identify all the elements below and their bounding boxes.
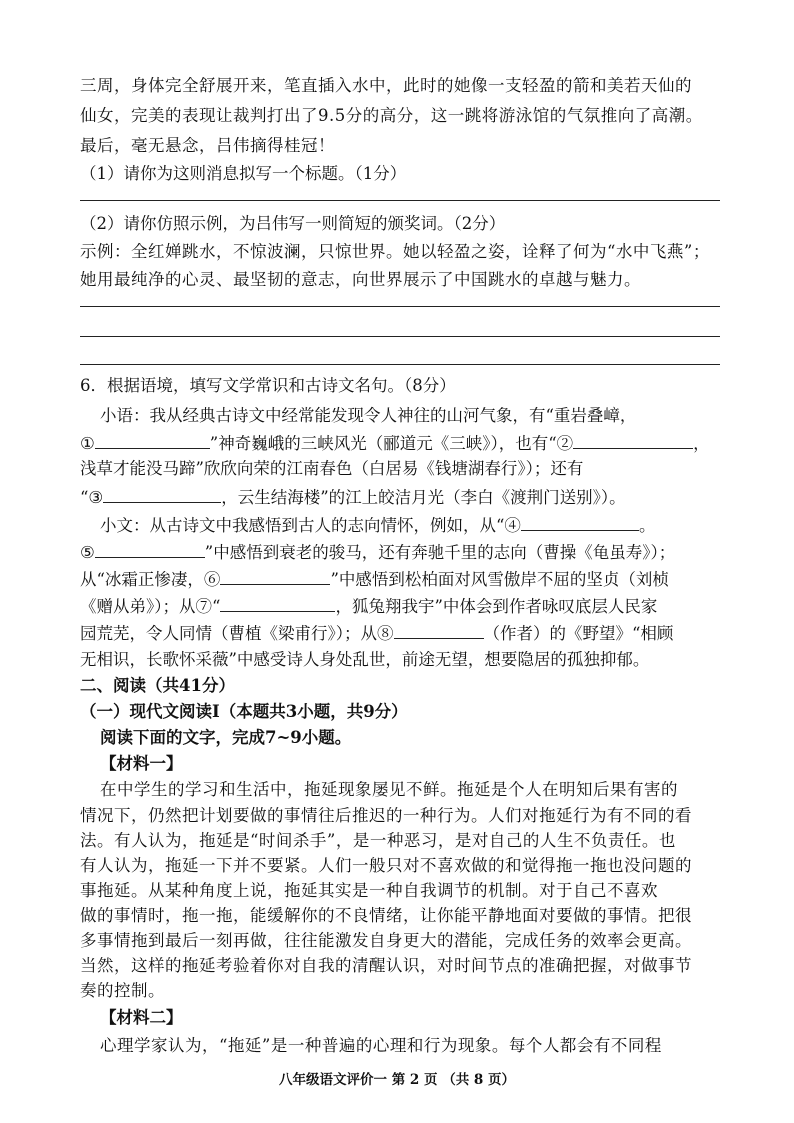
material-1-line: 情况下，仍然把计划要做的事情往后推迟的一种行为。人们对拖延行为有不同的看: [80, 806, 692, 825]
q6-line-5: [100, 512, 655, 538]
q6-line-6: [80, 539, 675, 565]
q6-line-9: [80, 620, 673, 646]
q6-blank-label: ①: [80, 434, 95, 453]
section-heading: 二、阅读（共41分）: [80, 676, 235, 695]
fill-blank-4[interactable]: [521, 512, 639, 531]
news-line-1: 三周，身体完全舒展开来，笔直插入水中，此时的她像一支轻盈的箭和美若天仙的: [80, 76, 692, 95]
fill-blank-8[interactable]: [394, 620, 484, 639]
q5-sub2: （2）请你仿照示例，为吕伟写一则简短的颁奖词。（2分）: [80, 214, 506, 233]
q6-text: （作者）的《野望》“相顾: [483, 624, 674, 643]
q5-sub1: （1）请你为这则消息拟写一个标题。（1分）: [80, 164, 407, 183]
material-1-line: 当然，这样的拖延考验着你对自我的清醒认识，对时间节点的准确把握，对做事节: [80, 956, 692, 975]
q6-text: ”神奇巍峨的三峡风光（郦道元《三峡》），也有“②: [209, 434, 574, 453]
answer-line: [80, 364, 720, 365]
q6-text: ，云生结海楼”的江上皎洁月光（李白《渡荆门送别》）。: [221, 488, 626, 507]
material-1-line: 法。有人认为，拖延是“时间杀手”，是一种恶习，是对自己的人生不负责任。也: [80, 831, 676, 850]
q6-line-8: [80, 593, 657, 619]
q6-text: ，狐兔翔我宇”中体会到作者咏叹底层人民家: [335, 597, 658, 616]
material-1-line: 事拖延。从某种角度上说，拖延其实是一种自我调节的机制。对于自己不喜欢: [80, 881, 658, 900]
q6-line-3: 浅草才能没马蹄”欣欣向荣的江南春色（白居易《钱塘湖春行》）；还有: [80, 459, 584, 478]
q5-example-line-2: 她用最纯净的心灵、最坚韧的意志，向世界展示了中国跳水的卓越与魅力。: [80, 270, 641, 289]
material-1-line: 在中学生的学习和生活中，拖延现象屡见不鲜。拖延是个人在明知后果有害的: [100, 780, 678, 799]
material-2-line: 心理学家认为，“拖延”是一种普遍的心理和行为现象。每个人都会有不同程: [100, 1036, 662, 1055]
answer-line: [80, 200, 720, 201]
material-2-title: 【材料二】: [100, 1008, 183, 1027]
fill-blank-5[interactable]: [95, 539, 205, 558]
fill-blank-6[interactable]: [220, 566, 330, 585]
q6-text: ，: [693, 434, 710, 453]
page-footer: 八年级语文评价一 第 2 页 （共 8 页）: [279, 1072, 515, 1088]
material-1-title: 【材料一】: [100, 754, 183, 773]
fill-blank-1[interactable]: [95, 430, 210, 449]
q6-line-1: 小语：我从经典古诗文中经常能发现令人神往的山河气象，有“重岩叠嶂，: [100, 406, 637, 425]
reading-instruction: 阅读下面的文字，完成7~9小题。: [100, 728, 352, 747]
q6-line-4: [80, 484, 626, 510]
material-1-line: 多事情拖到最后一刻再做，往往能激发自身更大的潜能，完成任务的效率会更高。: [80, 931, 692, 950]
q6-text: 从“冰霜正惨凄，⑥: [80, 570, 221, 589]
q6-title: 6．根据语境，填写文学常识和古诗文名句。（8分）: [80, 376, 456, 395]
q6-text: ”中感悟到松柏面对风雪傲岸不屈的坚贞（刘桢: [330, 570, 669, 589]
material-1-line: 奏的控制。: [80, 981, 165, 1000]
q6-text: 园荒芜，令人同情（曹植《梁甫行》）；从⑧: [80, 624, 394, 643]
q6-text: 。: [638, 516, 656, 535]
q6-text: 《赠从弟》）；从⑦“: [80, 597, 221, 616]
q5-example-line-1: 示例：全红婵跳水，不惊波澜，只惊世界。她以轻盈之姿，诠释了何为“水中飞燕”；: [80, 242, 710, 261]
fill-blank-3[interactable]: [103, 484, 221, 503]
q6-line-7: [80, 566, 669, 592]
answer-line: [80, 336, 720, 337]
news-line-2: 仙女，完美的表现让裁判打出了9.5分的高分，这一跳将游泳馆的气氛推向了高潮。: [80, 106, 703, 125]
fill-blank-2[interactable]: [573, 430, 693, 449]
q6-text: 小文：从古诗文中我感悟到古人的志向情怀，例如，从“④: [100, 516, 521, 535]
q6-line-10: 无相识，长歌怀采薇”中感受诗人身处乱世，前途无望，想要隐居的孤独抑郁。: [80, 650, 650, 669]
q6-text: ⑤: [80, 543, 95, 562]
news-line-3: 最后，毫无悬念，吕伟摘得桂冠！: [80, 136, 335, 155]
answer-line: [80, 306, 720, 307]
material-1-line: 有人认为，拖延一下并不要紧。人们一般只对不喜欢做的和觉得拖一拖也没问题的: [80, 856, 692, 875]
subsection-heading: （一）现代文阅读Ⅰ（本题共3小题，共9分）: [80, 702, 408, 721]
q6-text: ”中感悟到衰老的骏马，还有奔驰千里的志向（曹操《龟虽寿》）；: [204, 543, 676, 562]
material-1-line: 做的事情时，拖一拖，能缓解你的不良情绪，让你能平静地面对要做的事情。把很: [80, 906, 692, 925]
q6-line-2: [80, 430, 710, 456]
q6-text: “③: [80, 488, 104, 507]
fill-blank-7[interactable]: [220, 593, 335, 612]
